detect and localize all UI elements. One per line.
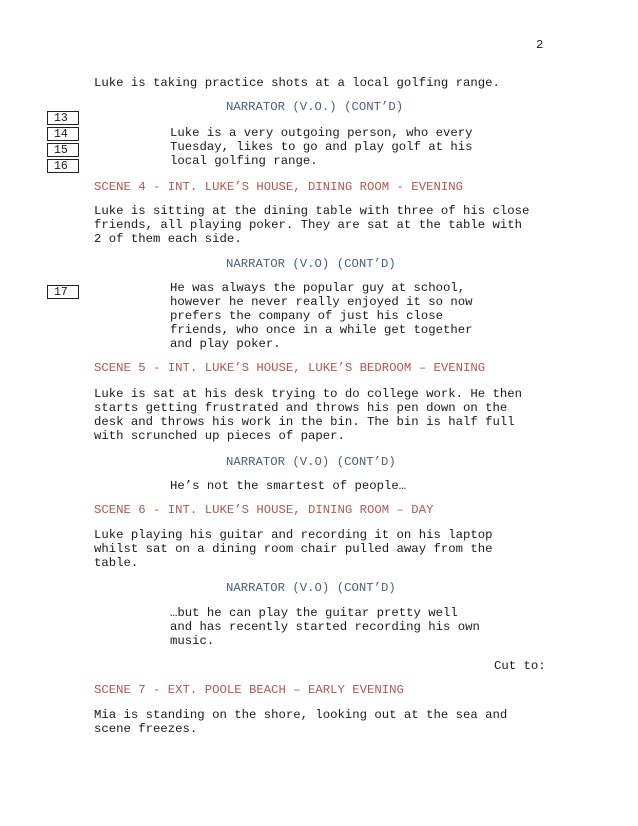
dialogue: He’s not the smartest of people…	[170, 479, 407, 493]
action-line: Luke playing his guitar and recording it on his laptop whilst sat on a dining room chair pulled away from the table.	[94, 528, 493, 570]
character-cue: NARRATOR (V.O) (CONT’D)	[226, 581, 396, 595]
scene-heading-5: SCENE 5 - INT. LUKE’S HOUSE, LUKE’S BEDROOM – EVENING	[94, 361, 486, 375]
dialogue: Luke is a very outgoing person, who every Tuesday, likes to go and play golf at his local golfing range.	[170, 126, 473, 168]
dialogue: He was always the popular guy at school, however he never really enjoyed it so now prefers the company of just his close friends, who once in a while get together and play poker.	[170, 281, 473, 351]
dialogue: …but he can play the guitar pretty well and has recently started recording his own music.	[170, 606, 480, 648]
line-number-15: 15	[47, 143, 79, 157]
character-cue: NARRATOR (V.O) (CONT’D)	[226, 455, 396, 469]
action-line: Mia is standing on the shore, looking out at the sea and scene freezes.	[94, 708, 508, 736]
action-line: Luke is sitting at the dining table with three of his close friends, all playing poker. They are sat at the table with 2 of them each side.	[94, 204, 530, 246]
line-number-17: 17	[47, 285, 79, 299]
character-cue: NARRATOR (V.O.) (CONT’D)	[226, 100, 404, 114]
scene-heading-6: SCENE 6 - INT. LUKE’S HOUSE, DINING ROOM – DAY	[94, 503, 434, 517]
scene-heading-4: SCENE 4 - INT. LUKE’S HOUSE, DINING ROOM - EVENING	[94, 180, 463, 194]
action-line: Luke is sat at his desk trying to do college work. He then starts getting frustrated and throws his pen down on the desk and throws his work in the bin. The bin is half full with scrunched up pieces of paper.	[94, 387, 523, 443]
action-line: Luke is taking practice shots at a local golfing range.	[94, 76, 500, 90]
character-cue: NARRATOR (V.O) (CONT’D)	[226, 257, 396, 271]
line-number-14: 14	[47, 127, 79, 141]
line-number-13: 13	[47, 111, 79, 125]
line-number-16: 16	[47, 159, 79, 173]
scene-heading-7: SCENE 7 - EXT. POOLE BEACH – EARLY EVENING	[94, 683, 404, 697]
page-number: 2	[536, 38, 544, 52]
transition: Cut to:	[494, 659, 546, 673]
